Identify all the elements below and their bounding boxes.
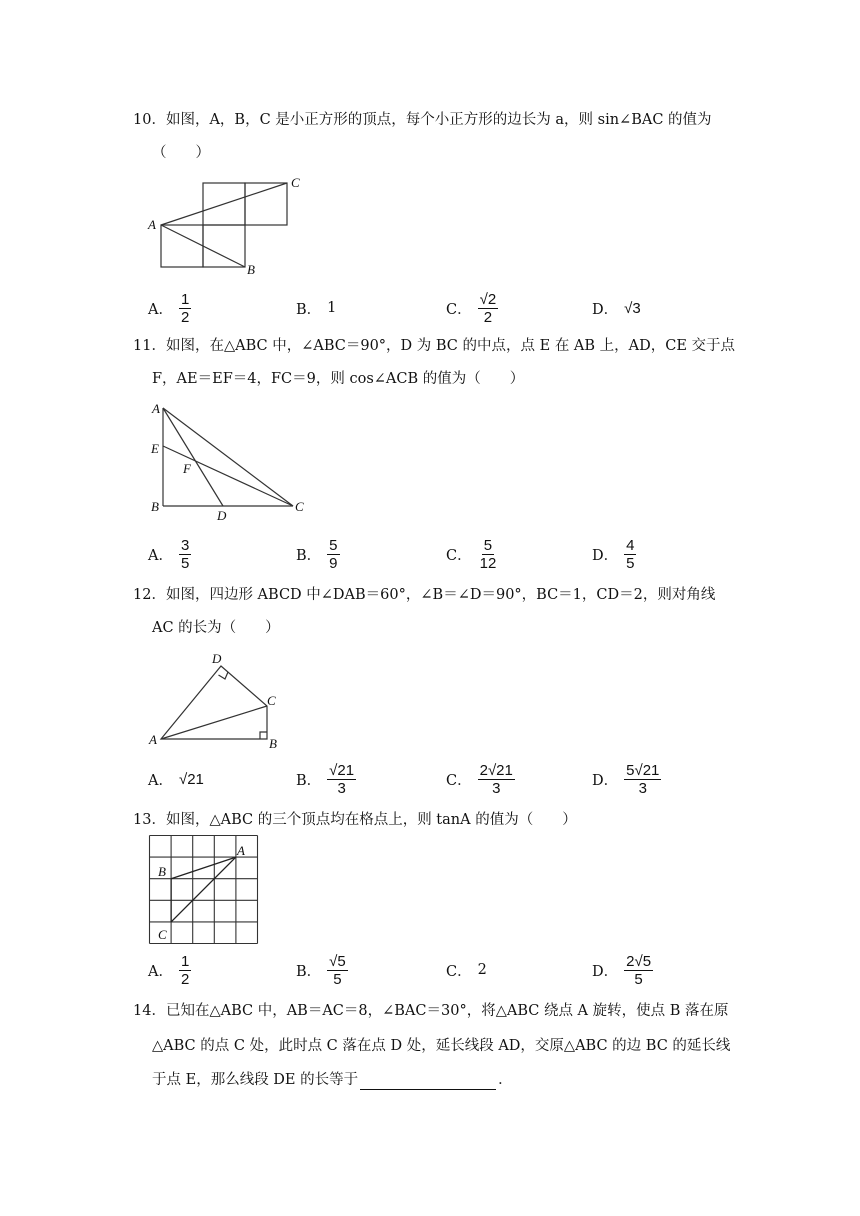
q10-option-b-letter: B．	[296, 301, 322, 318]
q10-option-d-letter: D．	[592, 301, 619, 318]
q11-option-c-value	[478, 537, 499, 572]
q11-option-b-value	[327, 537, 339, 572]
q10-option-a-letter: A．	[148, 301, 173, 318]
q13-option-d-num: 2√5	[626, 952, 652, 970]
q14-stem-line1: 14．已知在△ABC 中，AB＝AC＝8，∠BAC＝30°，将△ABC 绕点 A 旋转，使点 B 落在原	[133, 1003, 729, 1019]
q12-option-c-value	[478, 762, 515, 797]
q12-option-a-value: √21	[178, 770, 204, 788]
q12-option-a-letter: A．	[148, 772, 173, 789]
q12-option-d-value	[624, 762, 661, 797]
q11-option-c-num: 5	[483, 536, 493, 554]
q12-quadrilateral	[161, 666, 267, 739]
q12-stem-line1: 12．如图，四边形 ABCD 中∠DAB＝60°，∠B＝∠D＝90°，BC＝1，CD＝2，则对角线	[133, 587, 716, 603]
q13-option-c[interactable]	[446, 948, 487, 992]
q10-option-a[interactable]	[148, 286, 191, 330]
q12-option-b[interactable]	[296, 757, 356, 801]
q12-label-D: D	[212, 651, 222, 666]
q12-option-a[interactable]	[148, 757, 204, 801]
q10-stem-line2: （ ）	[152, 145, 210, 161]
q12-option-d-num: 5√21	[626, 761, 660, 779]
q10-option-c-num: √2	[479, 290, 497, 308]
q11-segment-AC	[163, 408, 293, 506]
q10-option-b[interactable]	[296, 286, 336, 330]
q13-option-a[interactable]	[148, 948, 191, 992]
q11-option-b[interactable]	[296, 532, 340, 576]
q13-options	[148, 948, 708, 992]
q12-option-b-value	[327, 762, 356, 797]
q14-answer-blank[interactable]	[360, 1073, 496, 1090]
q11-label-E: E	[151, 441, 159, 456]
q12-option-c-num: 2√21	[479, 761, 513, 779]
q13-option-b-den: 5	[333, 970, 342, 988]
q13-label-C: C	[158, 927, 167, 942]
q10-square-1	[161, 225, 203, 267]
q13-option-a-den: 2	[180, 970, 190, 988]
q10-option-c-den: 2	[483, 308, 493, 326]
q12-option-d[interactable]	[592, 757, 661, 801]
q10-option-a-value	[179, 291, 191, 326]
q10-label-C: C	[291, 175, 300, 190]
q12-option-c-den: 3	[492, 779, 501, 797]
q11-option-a-den: 5	[180, 554, 190, 572]
q12-label-C: C	[267, 693, 276, 708]
q11-option-b-num: 5	[329, 536, 338, 554]
q12-option-d-den: 3	[638, 779, 647, 797]
q13-option-b-letter: B．	[296, 963, 322, 980]
q10-option-d[interactable]	[592, 286, 641, 330]
q13-segment-AC	[171, 857, 236, 922]
q13-option-d-value	[624, 953, 653, 988]
q11-stem-line2: F，AE＝EF＝4，FC＝9，则 cos∠ACB 的值为（ ）	[152, 371, 525, 387]
q11-segment-EC	[163, 446, 293, 506]
q10-option-c[interactable]	[446, 286, 498, 330]
q11-option-c[interactable]	[446, 532, 498, 576]
q13-option-b[interactable]	[296, 948, 348, 992]
q12-option-c[interactable]	[446, 757, 515, 801]
q10-option-a-den: 2	[180, 308, 190, 326]
q12-right-angle-D	[219, 672, 229, 679]
q11-option-d-num: 4	[626, 536, 635, 554]
q11-stem-line1: 11．如图，在△ABC 中，∠ABC＝90°，D 为 BC 的中点，点 E 在 AB 上，AD，CE 交于点	[133, 338, 736, 354]
q11-option-b-den: 9	[329, 554, 338, 572]
q10-option-b-value: 1	[327, 300, 337, 316]
q12-label-A: A	[149, 732, 157, 747]
q10-figure	[145, 170, 345, 280]
q14-stem-line3-text: 于点 E，那么线段 DE 的长等于	[152, 1072, 359, 1088]
q10-label-A: A	[148, 217, 156, 232]
q10-stem-line1: 10．如图，A，B，C 是小正方形的顶点，每个小正方形的边长为 a，则 sin∠BAC 的值为	[133, 112, 712, 128]
q11-label-B: B	[151, 499, 159, 514]
q12-diagonal-AC	[161, 706, 267, 739]
q11-option-a-letter: A．	[148, 547, 173, 564]
q11-option-d[interactable]	[592, 532, 636, 576]
q11-label-A: A	[152, 401, 160, 416]
q14-stem-line3-end: ．	[498, 1072, 513, 1088]
q13-option-b-value	[327, 953, 348, 988]
q12-option-b-letter: B．	[296, 772, 322, 789]
q13-stem-line1: 13．如图，△ABC 的三个顶点均在格点上，则 tanA 的值为（ ）	[133, 812, 577, 828]
q13-figure	[145, 832, 265, 948]
q12-option-b-den: 3	[337, 779, 346, 797]
q13-option-d[interactable]	[592, 948, 653, 992]
q13-option-d-letter: D．	[592, 963, 619, 980]
q11-options	[148, 532, 708, 576]
q13-option-c-value: 2	[477, 962, 487, 978]
q14-stem-line2: △ABC 的点 C 处，此时点 C 落在点 D 处，延长线段 AD，交原△ABC 的边 BC 的延长线	[152, 1038, 731, 1054]
q13-segment-AB	[171, 857, 236, 879]
q10-square-2	[203, 225, 245, 267]
q12-options	[148, 757, 708, 801]
q11-option-d-value	[624, 537, 636, 572]
q10-option-a-num: 1	[180, 290, 190, 308]
q11-option-d-den: 5	[626, 554, 635, 572]
q12-stem-line2: AC 的长为（ ）	[152, 620, 280, 636]
q11-label-C: C	[295, 499, 304, 514]
q11-label-D: D	[217, 508, 227, 523]
q12-right-angle-B	[260, 732, 267, 739]
q10-option-c-value	[478, 291, 499, 326]
q14-stem-line3	[152, 1070, 513, 1090]
q10-label-B: B	[247, 262, 255, 277]
q13-option-b-num: √5	[329, 952, 346, 970]
q12-option-d-letter: D．	[592, 772, 619, 789]
q13-label-B: B	[158, 864, 166, 879]
q11-option-b-letter: B．	[296, 547, 322, 564]
q11-segment-AD	[163, 408, 223, 506]
q11-option-a-num: 3	[180, 536, 190, 554]
q11-label-F: F	[183, 461, 191, 476]
q10-segment-AC	[161, 183, 287, 225]
q10-square-4	[245, 183, 287, 225]
q13-option-a-letter: A．	[148, 963, 173, 980]
q13-option-d-den: 5	[634, 970, 643, 988]
q13-label-A: A	[237, 843, 245, 858]
q11-figure	[145, 398, 325, 523]
q13-option-a-num: 1	[180, 952, 190, 970]
q11-option-c-letter: C．	[446, 547, 472, 564]
q11-option-d-letter: D．	[592, 547, 619, 564]
q10-option-c-letter: C．	[446, 301, 472, 318]
q10-options	[148, 286, 708, 330]
q12-option-b-num: √21	[329, 761, 355, 779]
q11-option-a[interactable]	[148, 532, 191, 576]
q13-option-c-letter: C．	[446, 963, 472, 980]
q11-option-a-value	[179, 537, 191, 572]
q12-figure	[145, 648, 295, 752]
q12-label-B: B	[269, 736, 277, 751]
q11-option-c-den: 12	[479, 554, 497, 572]
q13-option-a-value	[179, 953, 191, 988]
q10-option-d-value: √3	[624, 299, 641, 317]
q12-option-c-letter: C．	[446, 772, 472, 789]
